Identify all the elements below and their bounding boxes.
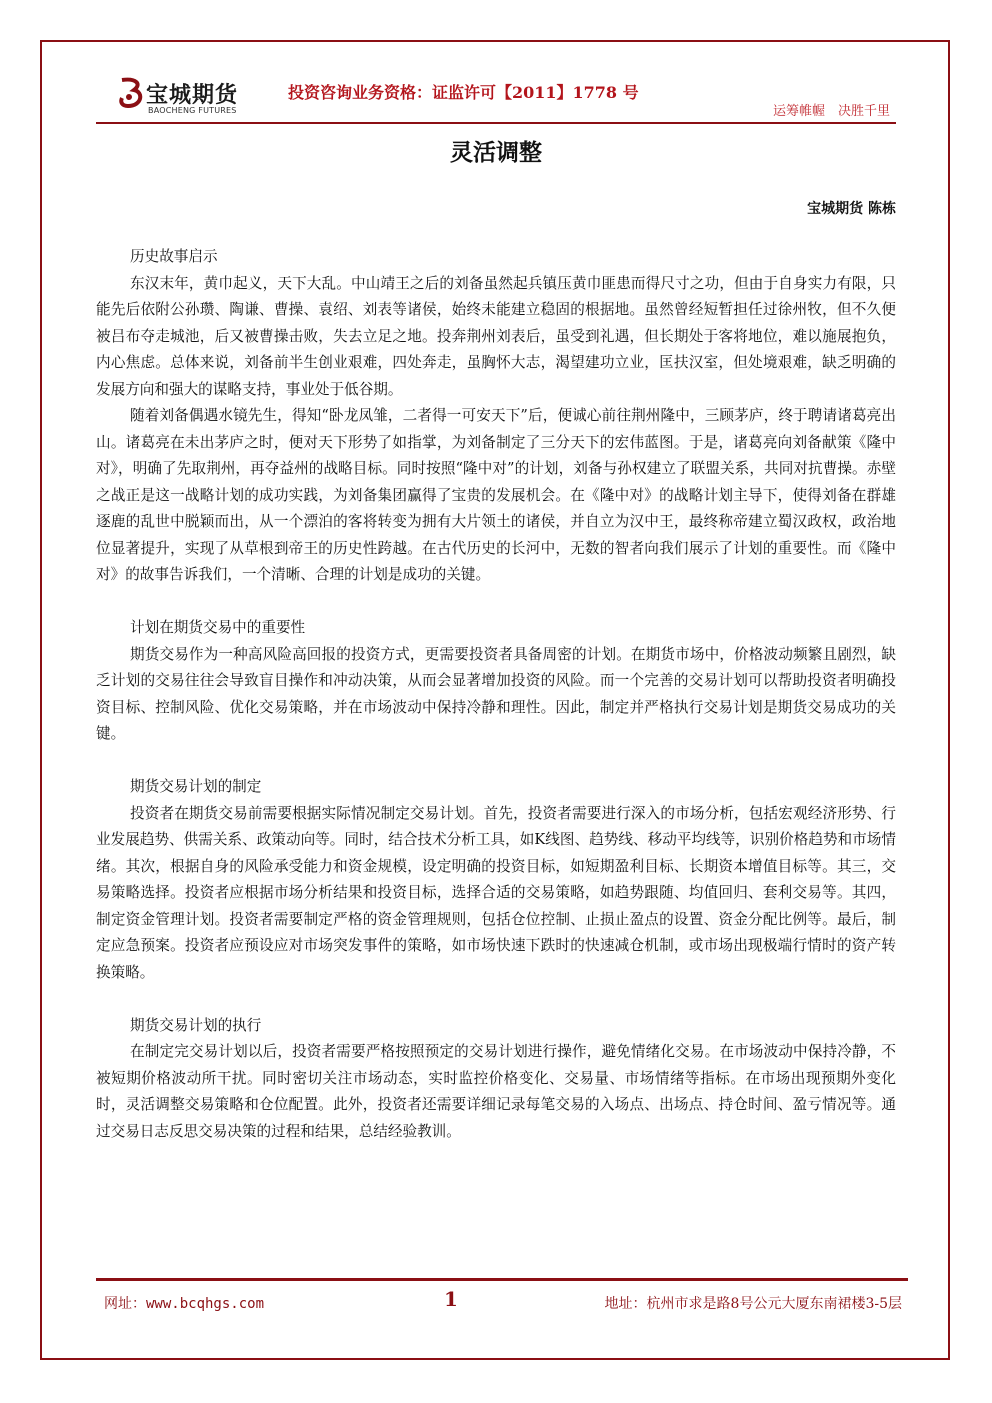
website-label: 网址：	[104, 1296, 146, 1312]
logo-mark-icon	[116, 76, 146, 110]
page-header	[96, 70, 896, 126]
header-divider	[96, 122, 896, 124]
spacer	[96, 986, 896, 1013]
paragraph: 随着刘备偶遇水镜先生，得知“卧龙凤雏，二者得一可安天下”后，便诚心前往荆州隆中，三顾茅庐，终于聘请诸葛亮出山。诸葛亮在未出茅庐之时，便对天下形势了如指掌，为刘备制定了三分天下的宏伟蓝图。于是，诸葛亮向刘备献策《隆中对》，明确了先取荆州，再夺益州的战略目标。同时按照“隆中对”的计划，刘备与孙权建立了联盟关系，共同对抗曹操。赤壁之战正是这一战略计划的成功实践，为刘备集团赢得了宝贵的发展机会。在《隆中对》的战略计划主导下，使得刘备在群雄逐鹿的乱世中脱颖而出，从一个漂泊的客将转变为拥有大片领土的诸侯，并自立为汉中王，最终称帝建立蜀汉政权，政治地位显著提升，实现了从草根到帝王的历史性跨越。在古代历史的长河中，无数的智者向我们展示了计划的重要性。而《隆中对》的故事告诉我们，一个清晰、合理的计划是成功的关键。	[96, 407, 896, 583]
section-heading: 计划在期货交易中的重要性	[130, 619, 306, 636]
article-body	[96, 244, 896, 1145]
footer-address: 地址：杭州市求是路8号公元大厦东南裙楼3-5层	[604, 1296, 902, 1312]
page-number: 1	[444, 1287, 458, 1311]
spacer	[96, 589, 896, 616]
paragraph: 东汉末年，黄巾起义，天下大乱。中山靖王之后的刘备虽然起兵镇压黄巾匪患而得尺寸之功，但由于自身实力有限，只能先后依附公孙瓒、陶谦、曹操、袁绍、刘表等诸侯，始终未能建立稳固的根据地。虽然曾经短暂担任过徐州牧，但不久便被吕布夺走城池，后又被曹操击败，失去立足之地。投奔荆州刘表后，虽受到礼遇，但长期处于客将地位，难以施展抱负，内心焦虑。总体来说，刘备前半生创业艰难，四处奔走，虽胸怀大志，渴望建功立业，匡扶汉室，但处境艰难，缺乏明确的发展方向和强大的谋略支持，事业处于低谷期。	[96, 274, 896, 398]
qualification-notice: 投资咨询业务资格：证监许可【2011】1778 号	[288, 83, 639, 102]
section-heading: 历史故事启示	[130, 248, 218, 265]
footer-website	[104, 1293, 264, 1313]
logo-text-cn: 宝城期货	[146, 82, 239, 108]
article-title: 灵活调整	[450, 139, 542, 166]
section-heading: 期货交易计划的制定	[130, 778, 262, 795]
spacer	[96, 748, 896, 775]
slogan: 运筹帷幄 决胜千里	[772, 104, 890, 119]
logo-text-en: BAOCHENG FUTURES	[148, 106, 237, 115]
website-link[interactable]: www.bcqhgs.com	[146, 1296, 265, 1312]
paragraph: 投资者在期货交易前需要根据实际情况制定交易计划。首先，投资者需要进行深入的市场分析，包括宏观经济形势、行业发展趋势、供需关系、政策动向等。同时，结合技术分析工具，如K线图、趋势线、移动平均线等，识别价格趋势和市场情绪。其次，根据自身的风险承受能力和资金规模，设定明确的投资目标，如短期盈利目标、长期资本增值目标等。其三，交易策略选择。投资者应根据市场分析结果和投资目标，选择合适的交易策略，如趋势跟随、均值回归、套利交易等。其四，制定资金管理计划。投资者需要制定严格的资金管理规则，包括仓位控制、止损止盈点的设置、资金分配比例等。最后，制定应急预案。投资者应预设应对市场突发事件的策略，如市场快速下跌时的快速减仓机制，或市场出现极端行情时的资产转换策略。	[96, 804, 896, 981]
footer-divider	[96, 1278, 908, 1281]
article-author: 宝城期货 陈栋	[807, 201, 896, 217]
section-heading: 期货交易计划的执行	[130, 1016, 262, 1034]
paragraph: 期货交易作为一种高风险高回报的投资方式，更需要投资者具备周密的计划。在期货市场中，价格波动频繁且剧烈，缺乏计划的交易往往会导致盲目操作和冲动决策，从而会显著增加投资的风险。而一个完善的交易计划可以帮助投资者明确投资目标、控制风险、优化交易策略，并在市场波动中保持冷静和理性。因此，制定并严格执行交易计划是期货交易成功的关键。	[96, 645, 896, 742]
paragraph: 在制定完交易计划以后，投资者需要严格按照预定的交易计划进行操作，避免情绪化交易。在市场波动中保持冷静，不被短期价格波动所干扰。同时密切关注市场动态，实时监控价格变化、交易量、市场情绪等指标。在市场出现预期外变化时，灵活调整交易策略和仓位配置。此外，投资者还需要详细记录每笔交易的入场点、出场点、持仓时间、盈亏情况等。通过交易日志反思交易决策的过程和结果，总结经验教训。	[96, 1043, 896, 1140]
company-logo	[116, 76, 246, 120]
